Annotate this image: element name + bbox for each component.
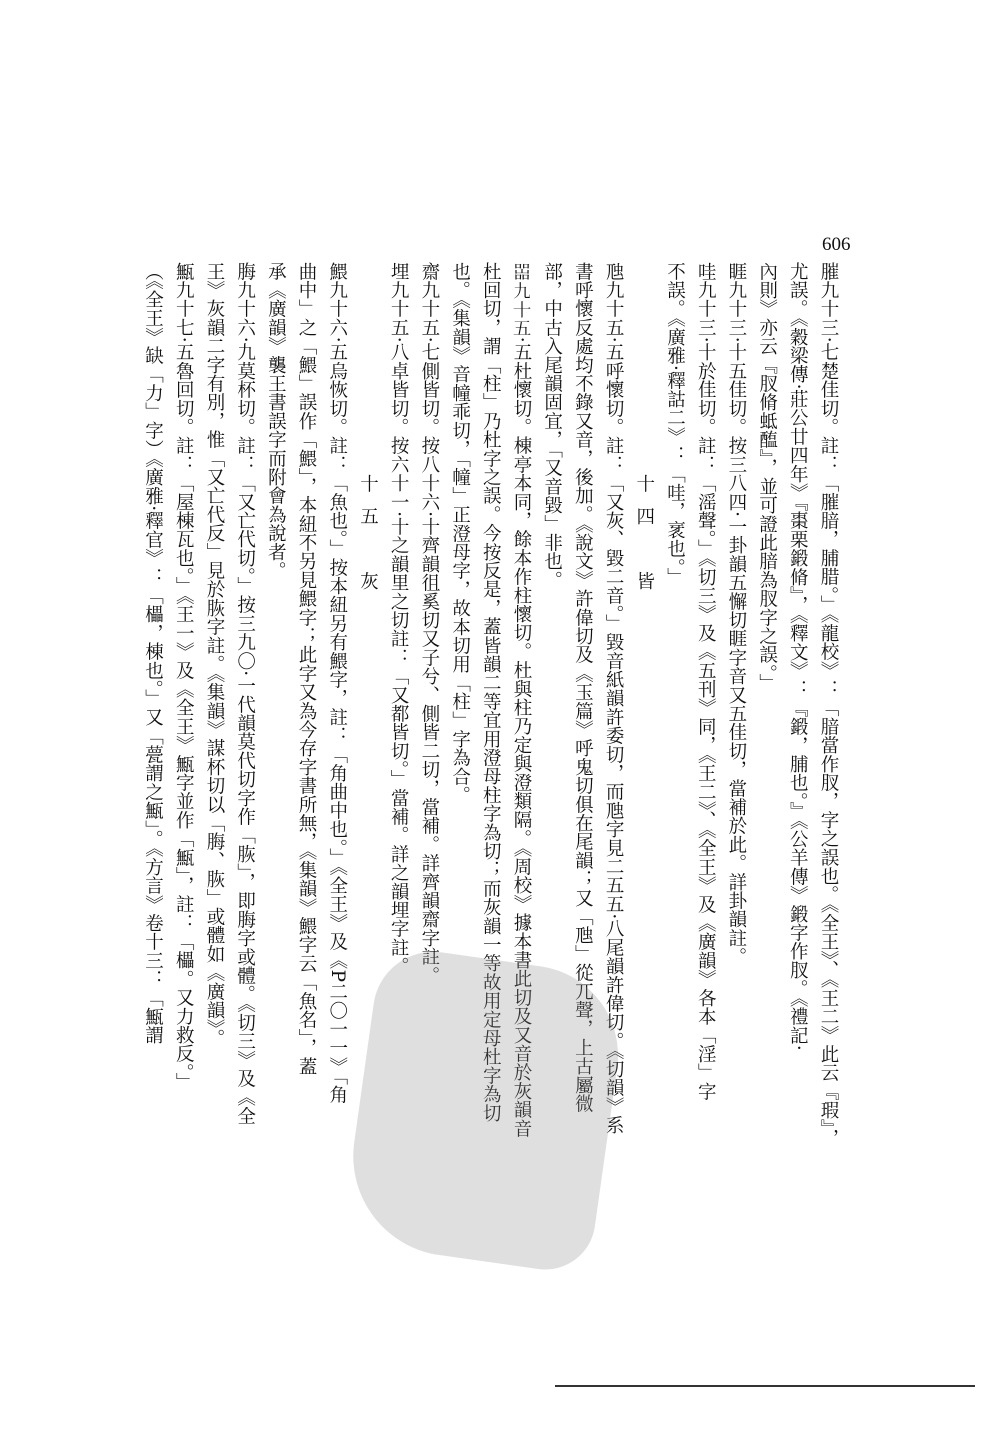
text-column: 不誤。《廣雅·釋詁二》：「哇，衺也。」: [664, 262, 686, 587]
text-column: 哇九十三·十於佳切。註：「滛聲。」《切三》及《五刊》同，《王二》、《全王》及《廣韻》各本「淫」字: [695, 262, 717, 1101]
text-column: 脢九十六·九莫杯切。註：「又亡代切。」按三九〇·一代韻莫代切字作「脄」，即脢字或體。《切三》及《全: [234, 262, 256, 1126]
page-number: 606: [822, 234, 851, 255]
text-column: 𡼚九十五·五杜懷切。棟亭本同，餘本作柱懷切。杜與柱乃定與澄類隔。《周校》據本書此切及又音於灰韻音: [510, 262, 532, 1138]
text-column: 虺九十五·五呼懷切。註：「又灰、毀二音。」毀音紙韻許委切，而虺字見二五五·八尾韻許偉切。《切韻》系: [603, 262, 625, 1135]
text-column: 內則》亦云『肞脩蚳醢』，並可證此腤為肞字之誤。」: [756, 262, 778, 693]
text-column: 齋九十五·七側皆切。按八十六·十齊韻徂奚切又子兮、側皆二切，當補。詳齊韻齋字註。: [418, 262, 440, 985]
text-column: 書呼懷反處均不錄又音，後加。《說文》許偉切及《玉篇》呼鬼切俱在尾韻；又「虺」從兀聲，上古屬微: [572, 262, 594, 1113]
section-title: 十五 灰: [357, 474, 379, 604]
text-column: （《全王》缺「力」字）《廣雅·釋官》：「櫑，棟也。」又「甍謂之甒」。《方言》卷十三：「甒謂: [142, 262, 164, 1045]
text-column: 尤誤。《穀梁傳·莊公廿四年》『棗栗鍛脩』，《釋文》：『鍛，脯也。』《公羊傳》鍛字作肞。《禮記·: [787, 262, 809, 1051]
bottom-rule: [555, 1385, 975, 1387]
text-column: 也。《集韻》音幢乖切，「幢」正澄母字，故本切用「柱」字為合。: [449, 262, 471, 805]
text-column: 埋九十五·八卓皆切。按六十一·十之韻里之切註：「又都皆切。」當補。詳之韻埋字註。: [388, 262, 410, 976]
text-column: 曲中」之「鰃」誤作「鰃」，本紐不另見鰃字；此字又為今存字書所無，《集韻》鰃字云「魚名」，蓋: [296, 262, 318, 1076]
text-column: 部，中古入尾韻固宜，「又音毀」非也。: [541, 262, 563, 590]
section-title: 十四 皆: [633, 474, 655, 604]
text-column: 王》灰韻二字有別，惟「又亡代反」見於脄字註。《集韻》謀杯切以「脢、脄」或體如《廣韻》。: [203, 262, 225, 1048]
text-column: 杜回切，謂「柱」乃杜字之誤。今按反是，蓋皆韻二等宜用澄母柱字為切；而灰韻一等故用定母杜字為切: [480, 262, 502, 1123]
text-column: 甒九十七·五魯回切。註：「屋棟瓦也。」《王一》及《全王》甒字並作「甒」，註：「櫑。又力救反。」: [173, 262, 195, 1092]
text-column: 承《廣韻》襲王書誤字而附會為說者。: [265, 262, 287, 580]
text-column: 鰃九十六·五烏恢切。註：「魚也。」按本紐另有鰃字，註：「角曲中也。」《全王》及《P二〇一一》「角: [326, 262, 348, 1104]
library-seal-watermark: [340, 944, 629, 1276]
text-column: 睚九十三·十五佳切。按三八四·一卦韻五懈切睚字音又五佳切，當補於此。詳卦韻註。: [725, 262, 747, 967]
text-column: 膗九十三·七楚佳切。註：「膗腤，脯腊。」《龍校》：「腤當作肞，字之誤也。《全王》、《王二》此云『瑕』，: [818, 262, 839, 1148]
